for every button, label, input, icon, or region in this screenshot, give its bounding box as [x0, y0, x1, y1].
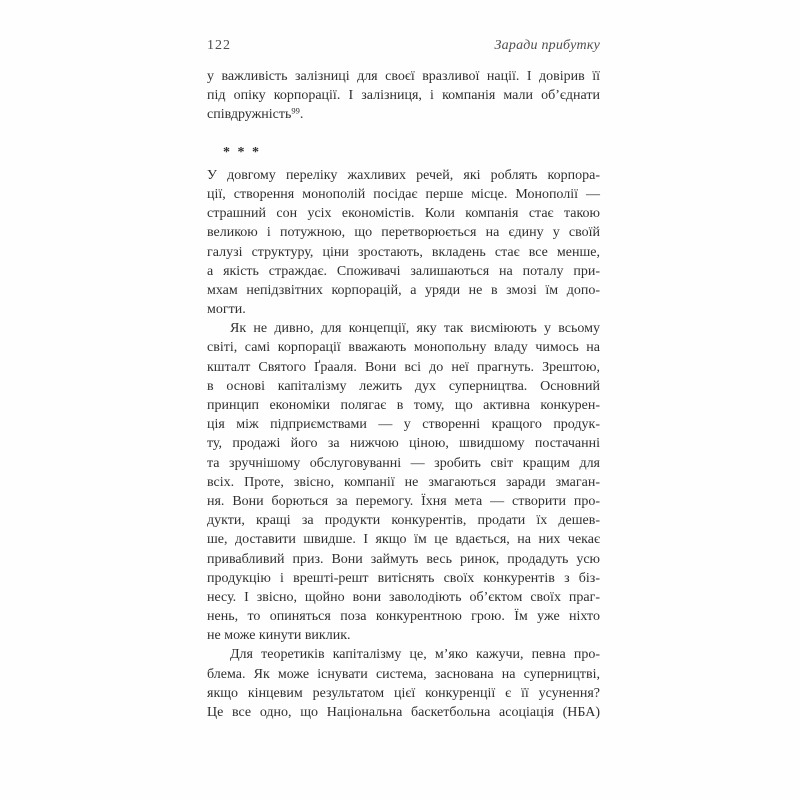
text-line: нень, то опиняться поза конкурентною грою. Їм уже ніхто — [207, 609, 600, 625]
text-line: ту, продажі його за нижчою ціною, швидшому постачанні — [207, 436, 600, 452]
text-line: Для теоретиків капіталізму це, м’яко кажучи, певна про- — [230, 647, 600, 663]
text-line: а якість страждає. Споживачі залишаються на поталу при- — [207, 263, 600, 279]
text-line: під опіку корпорації. І залізниця, і компанія мали об’єднати — [207, 88, 600, 104]
text-line: всіх. Проте, звісно, компанії не змагаються заради змаган- — [207, 474, 600, 490]
text-line: страшний сон усіх економістів. Коли компанія стає такою — [207, 206, 600, 222]
text-line: якщо кінцевим результатом цієї конкуренції є її усунення? — [207, 685, 600, 701]
paragraph — [207, 645, 600, 722]
text-block — [207, 38, 600, 722]
text-line: У довгому переліку жахливих речей, які роблять корпора- — [207, 167, 600, 183]
paragraph — [207, 319, 600, 645]
text-line: мхам непідзвітних корпорацій, а уряди не в змозі їм допо- — [207, 282, 600, 298]
text-line: блема. Як може існувати система, заснована на суперництві, — [207, 666, 600, 682]
page-header — [207, 38, 600, 54]
paragraph — [207, 166, 600, 320]
text-line: не може кинути виклик. — [207, 628, 351, 644]
text-line: ція між підприємствами — у створенні кращого продук- — [207, 417, 600, 433]
running-title: Заради прибутку — [494, 38, 600, 53]
text-line: світі, самі корпорації вважають монопольну владу чимось на — [207, 340, 600, 356]
text-line: ше, доставити швидше. І якщо їм це вдається, на них чекає — [207, 532, 600, 548]
text-line: Як не дивно, для концепції, яку так висміюють у всьому — [230, 321, 600, 337]
text-line: у важливість залізниці для своєї вразливої нації. І довірив її — [207, 69, 600, 84]
page-body — [207, 67, 600, 722]
text-line: дукти, кращі за продукти конкурентів, продати їх дешев- — [207, 513, 600, 529]
text-line: привабливий приз. Вони займуть весь ринок, продадуть усю — [207, 551, 600, 567]
text-line: ня. Вони борються за перемогу. Їхня мета — створити про- — [207, 493, 600, 509]
paragraph — [207, 67, 600, 125]
text-line: в основі капіталізму лежить дух суперництва. Основний — [207, 378, 600, 394]
text-line: кшталт Святого Ґрааля. Вони всі до неї прагнуть. Зрештою, — [207, 359, 600, 375]
text-line: великою і потужною, що перетворюється на єдину у своїй — [207, 225, 600, 241]
section-separator: * * * — [223, 144, 261, 160]
text-line: співдружність$^{99}$. — [207, 105, 304, 123]
text-line: несу. І звісно, щойно вони заволодіють об’єктом своїх праг- — [207, 589, 600, 605]
text-line: галузі структуру, ціни зростають, вкладень стає все менше, — [207, 244, 600, 260]
text-line: ції, створення монополій посідає перше місце. Монополії — — [207, 186, 600, 202]
footnote-marker: 99 — [291, 105, 300, 116]
page-number: 122 — [207, 38, 231, 53]
text-line: та зручнішому обслуговуванні — зробить світ кращим для — [207, 455, 600, 471]
text-line: продукцію і врешті-решт витіснять своїх конкурентів з біз- — [207, 570, 600, 586]
text-line: Це все одно, що Національна баскетбольна асоціація (НБА) — [207, 705, 600, 720]
text-line: могти. — [207, 302, 246, 318]
text-line: принцип економіки полягає в тому, що активна конкурен- — [207, 398, 600, 413]
